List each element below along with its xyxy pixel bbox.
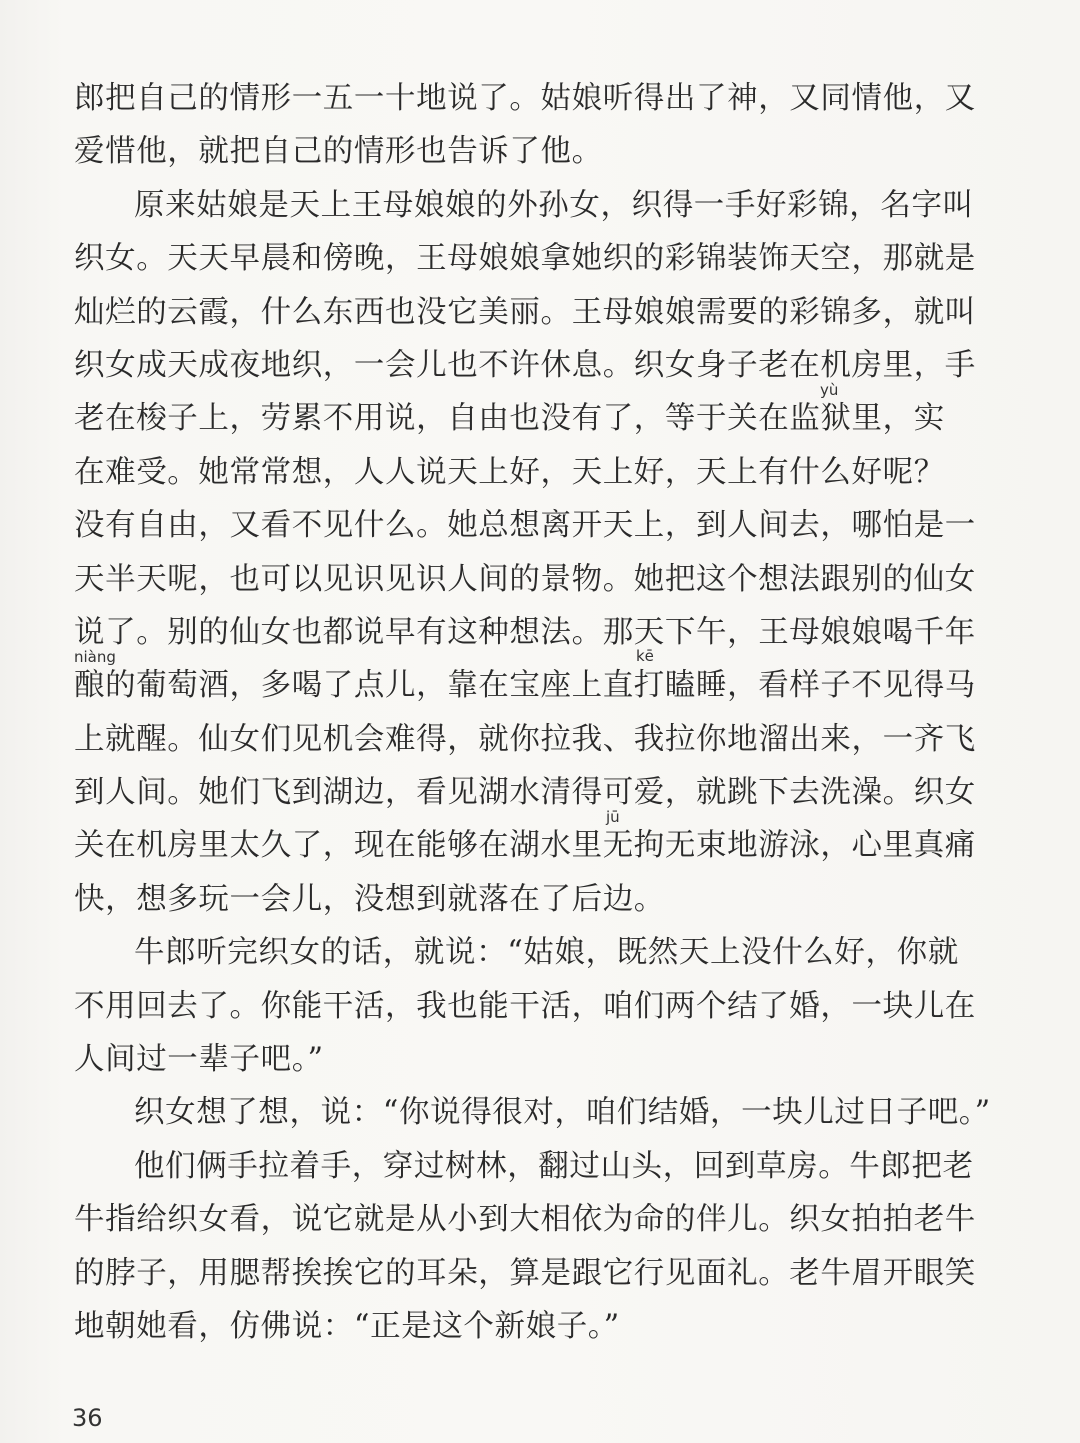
story-text: [74, 72, 991, 1353]
text-line: 快，想多玩一会儿，没想到就落在了后边。: [74, 881, 665, 917]
text-line: 到人间。她们飞到湖边，看见湖水清得可爱，就跳下去洗澡。织女: [74, 775, 976, 811]
text-line: 织女。天天早晨和傍晚，王母娘娘拿她织的彩锦装饰天空，那就是: [74, 241, 976, 277]
text-line: 没有自由，又看不见什么。她总想离开天上，到人间去，哪怕是一: [74, 508, 976, 544]
text-line: 织女成天成夜地织，一会儿也不许休息。织女身子老在机房里，手: [74, 347, 976, 383]
pinyin-annotation-niang: niàng: [74, 648, 116, 667]
text-line: 的脖子，用腮帮挨挨它的耳朵，算是跟它行见面礼。老牛眉开眼笑: [74, 1255, 976, 1291]
text-line: 牛郎听完织女的话，就说：“姑娘，既然天上没什么好，你就: [134, 935, 959, 971]
text-line: 地朝她看，仿佛说：“正是这个新娘子。”: [74, 1308, 620, 1344]
text-line: 郎把自己的情形一五一十地说了。姑娘听得出了神，又同情他，又: [74, 81, 976, 116]
pinyin-annotation-yu: yù: [820, 381, 839, 400]
text-line: 说了。别的仙女也都说早有这种想法。那天下午，王母娘娘喝千年: [74, 614, 976, 650]
text-line: 人间过一辈子吧。”: [74, 1042, 324, 1078]
text-line: 上就醒。仙女们见机会难得，就你拉我、我拉你地溜出来，一齐飞: [74, 721, 976, 757]
text-line: 灿烂的云霞，什么东西也没它美丽。王母娘娘需要的彩锦多，就叫: [74, 294, 976, 330]
paragraph-2: [74, 179, 976, 926]
text-line: 老在梭子上，劳累不用说，自由也没有了，等于关在监狱里，实: [74, 401, 945, 437]
text-line: 关在机房里太久了，现在能够在湖水里无拘无束地游泳，心里真痛: [74, 828, 976, 864]
text-line: 牛指给织女看，说它就是从小到大相依为命的伴儿。织女拍拍老牛: [74, 1202, 976, 1238]
text-line: 织女想了想，说：“你说得很对，咱们结婚，一块儿过日子吧。”: [134, 1095, 991, 1131]
paragraph-5: [74, 1140, 976, 1354]
text-line: 酿的葡萄酒，多喝了点儿，靠在宝座上直打瞌睡，看样子不见得马: [74, 668, 976, 704]
text-line: 不用回去了。你能干活，我也能干活，咱们两个结了婚，一块儿在: [74, 988, 976, 1024]
paragraph-1: [74, 72, 976, 179]
text-line: 原来姑娘是天上王母娘娘的外孙女，织得一手好彩锦，名字叫: [134, 187, 974, 223]
text-line: 天半天呢，也可以见识见识人间的景物。她把这个想法跟别的仙女: [74, 561, 976, 597]
paragraph-3: [74, 926, 976, 1086]
pinyin-annotation-ju: jū: [606, 808, 620, 827]
text-line: 爱惜他，就把自己的情形也告诉了他。: [74, 134, 603, 170]
page-number: 36: [72, 1404, 103, 1432]
paragraph-4: [74, 1086, 991, 1139]
text-line: 在难受。她常常想，人人说天上好，天上好，天上有什么好呢？: [74, 454, 945, 490]
text-line: 他们俩手拉着手，穿过树林，翻过山头，回到草房。牛郎把老: [134, 1148, 974, 1184]
pinyin-annotation-ke: kē: [636, 646, 654, 665]
